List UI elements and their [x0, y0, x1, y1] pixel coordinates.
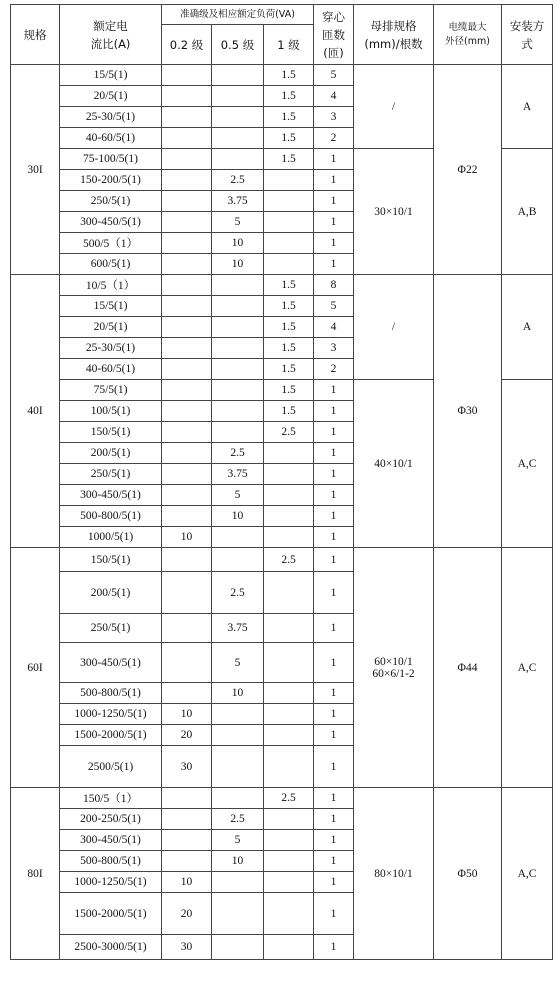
install-cell: A,C [502, 788, 553, 960]
turns-cell: 1 [314, 170, 354, 191]
turns-cell: 1 [314, 548, 354, 572]
busbar-line: 60×10/1 [374, 655, 413, 668]
turns-cell: 1 [314, 788, 354, 809]
class-1-cell: 1.5 [264, 128, 314, 149]
busbar-line: / [391, 321, 396, 333]
class-0-5-cell [212, 275, 264, 296]
class-0-5-cell [212, 317, 264, 338]
busbar-line: / [391, 100, 396, 113]
class-1-cell: 1.5 [264, 296, 314, 317]
class-0-2-cell: 20 [162, 725, 212, 746]
ratio-cell: 25-30/5(1) [60, 107, 162, 128]
class-0-5-cell: 2.5 [212, 170, 264, 191]
turns-cell: 1 [314, 149, 354, 170]
install-cell: A,C [502, 548, 553, 788]
turns-cell: 1 [314, 746, 354, 788]
table-row [11, 788, 553, 809]
turns-cell: 1 [314, 401, 354, 422]
ratio-cell: 40-60/5(1) [60, 359, 162, 380]
header-cable [434, 5, 502, 65]
busbar-line: 80×10/1 [374, 867, 413, 880]
turns-cell: 1 [314, 725, 354, 746]
class-1-cell: 1.5 [264, 275, 314, 296]
class-0-5-cell [212, 872, 264, 893]
ratio-cell: 15/5(1) [60, 296, 162, 317]
class-0-2-cell [162, 359, 212, 380]
class-1-cell: 2.5 [264, 548, 314, 572]
turns-cell: 1 [314, 191, 354, 212]
class-1-cell: 2.5 [264, 788, 314, 809]
turns-cell: 1 [314, 485, 354, 506]
class-0-2-cell [162, 275, 212, 296]
class-1-cell [264, 443, 314, 464]
class-0-5-cell [212, 338, 264, 359]
class-1-cell [264, 572, 314, 614]
class-0-5-cell [212, 422, 264, 443]
header-rated-line1: 额定电 [93, 18, 128, 33]
header-turns-line3: (匝) [323, 45, 344, 60]
install-cell: A,C [502, 380, 553, 548]
class-0-5-cell: 5 [212, 830, 264, 851]
turns-cell: 1 [314, 464, 354, 485]
class-0-2-cell [162, 643, 212, 683]
ratio-cell: 150/5(1) [60, 422, 162, 443]
turns-cell: 5 [314, 296, 354, 317]
class-0-5-cell [212, 380, 264, 401]
class-0-2-cell [162, 506, 212, 527]
class-1-cell: 1.5 [264, 317, 314, 338]
class-0-5-cell [212, 107, 264, 128]
class-0-2-cell [162, 683, 212, 704]
ratio-cell: 300-450/5(1) [60, 643, 162, 683]
class-0-2-cell [162, 548, 212, 572]
class-0-2-cell [162, 233, 212, 254]
class-1-cell [264, 851, 314, 872]
class-0-2-cell [162, 170, 212, 191]
install-cell: A [502, 65, 553, 149]
class-0-5-cell [212, 548, 264, 572]
busbar-line: 30×10/1 [374, 205, 413, 218]
class-1-cell [264, 935, 314, 960]
turns-cell: 1 [314, 935, 354, 960]
turns-cell: 8 [314, 275, 354, 296]
header-install-line2: 式 [521, 36, 533, 51]
class-1-cell [264, 254, 314, 275]
cable-cell: Φ22 [434, 65, 502, 275]
class-0-2-cell [162, 464, 212, 485]
class-0-2-cell [162, 191, 212, 212]
class-0-2-cell [162, 851, 212, 872]
turns-cell: 1 [314, 809, 354, 830]
ratio-cell: 2500-3000/5(1) [60, 935, 162, 960]
class-0-5-cell [212, 401, 264, 422]
class-1-cell: 2.5 [264, 422, 314, 443]
class-0-5-cell [212, 746, 264, 788]
class-1-cell: 1.5 [264, 338, 314, 359]
header-spec: 规格 [11, 5, 60, 65]
class-1-cell [264, 643, 314, 683]
class-1-cell [264, 464, 314, 485]
class-1-cell [264, 233, 314, 254]
class-0-2-cell [162, 788, 212, 809]
class-0-2-cell [162, 65, 212, 86]
install-cell: A,B [502, 149, 553, 275]
turns-cell: 1 [314, 643, 354, 683]
class-0-5-cell [212, 893, 264, 935]
cable-cell: Φ44 [434, 548, 502, 788]
class-0-5-cell [212, 65, 264, 86]
class-0-2-cell [162, 614, 212, 643]
class-0-2-cell: 10 [162, 704, 212, 725]
busbar-cell [354, 380, 434, 548]
table-body [11, 65, 553, 960]
class-0-2-cell [162, 86, 212, 107]
header-busbar [354, 5, 434, 65]
class-0-2-cell [162, 830, 212, 851]
ratio-cell: 75-100/5(1) [60, 149, 162, 170]
class-0-5-cell: 5 [212, 643, 264, 683]
header-class-0-2: 0.2 级 [162, 25, 212, 65]
header-rated-ratio [60, 5, 162, 65]
turns-cell: 5 [314, 65, 354, 86]
class-0-5-cell [212, 788, 264, 809]
turns-cell: 1 [314, 443, 354, 464]
class-0-2-cell [162, 149, 212, 170]
turns-cell: 1 [314, 851, 354, 872]
class-0-5-cell [212, 149, 264, 170]
class-0-2-cell: 10 [162, 527, 212, 548]
class-1-cell [264, 746, 314, 788]
class-0-2-cell [162, 401, 212, 422]
install-cell: A [502, 275, 553, 380]
ratio-cell: 75/5(1) [60, 380, 162, 401]
class-1-cell [264, 212, 314, 233]
class-0-2-cell [162, 107, 212, 128]
spec-cell: 40I [11, 275, 60, 548]
header-turns-line1: 穿心 [322, 9, 345, 24]
ratio-cell: 200-250/5(1) [60, 809, 162, 830]
ratio-cell: 500-800/5(1) [60, 683, 162, 704]
turns-cell: 1 [314, 506, 354, 527]
class-0-2-cell [162, 485, 212, 506]
class-0-5-cell [212, 527, 264, 548]
turns-cell: 1 [314, 233, 354, 254]
ratio-cell: 20/5(1) [60, 86, 162, 107]
header-accuracy-group: 准确级及相应额定负荷(VA) [162, 5, 314, 25]
busbar-line: 40×10/1 [374, 457, 413, 470]
busbar-cell [354, 149, 434, 275]
class-0-2-cell [162, 809, 212, 830]
class-1-cell [264, 485, 314, 506]
class-0-2-cell: 20 [162, 893, 212, 935]
turns-cell: 1 [314, 212, 354, 233]
class-0-2-cell [162, 443, 212, 464]
turns-cell: 1 [314, 380, 354, 401]
header-class-0-5: 0.5 级 [212, 25, 264, 65]
spec-cell: 80I [11, 788, 60, 960]
class-0-5-cell [212, 128, 264, 149]
class-1-cell [264, 872, 314, 893]
class-0-5-cell: 5 [212, 212, 264, 233]
ratio-cell: 200/5(1) [60, 443, 162, 464]
header-install-line1: 安装方 [509, 18, 545, 33]
turns-cell: 4 [314, 317, 354, 338]
class-0-5-cell: 10 [212, 683, 264, 704]
class-0-5-cell: 3.75 [212, 191, 264, 212]
class-1-cell [264, 809, 314, 830]
spec-table [10, 4, 553, 960]
ratio-cell: 250/5(1) [60, 191, 162, 212]
class-0-5-cell: 3.75 [212, 614, 264, 643]
class-0-5-cell: 2.5 [212, 572, 264, 614]
class-1-cell [264, 170, 314, 191]
header-busbar-line2: (mm)/根数 [364, 36, 423, 51]
ratio-cell: 150/5(1) [60, 548, 162, 572]
class-0-2-cell [162, 317, 212, 338]
turns-cell: 2 [314, 128, 354, 149]
class-1-cell: 1.5 [264, 149, 314, 170]
class-1-cell [264, 191, 314, 212]
ratio-cell: 300-450/5(1) [60, 485, 162, 506]
ratio-cell: 15/5(1) [60, 65, 162, 86]
class-0-2-cell [162, 380, 212, 401]
turns-cell: 3 [314, 107, 354, 128]
busbar-line: 60×6/1-2 [372, 667, 415, 680]
header-turns-line2: 匝数 [322, 27, 345, 42]
ratio-cell: 1000-1250/5(1) [60, 704, 162, 725]
class-1-cell [264, 704, 314, 725]
ratio-cell: 1500-2000/5(1) [60, 893, 162, 935]
class-1-cell [264, 725, 314, 746]
turns-cell: 1 [314, 422, 354, 443]
class-0-5-cell [212, 296, 264, 317]
turns-cell: 2 [314, 359, 354, 380]
turns-cell: 1 [314, 893, 354, 935]
class-1-cell [264, 527, 314, 548]
class-1-cell: 1.5 [264, 65, 314, 86]
ratio-cell: 40-60/5(1) [60, 128, 162, 149]
header-install [502, 5, 553, 65]
header-busbar-line1: 母排规格 [370, 18, 417, 33]
ratio-cell: 500-800/5(1) [60, 851, 162, 872]
table-row [11, 548, 553, 572]
class-0-5-cell: 10 [212, 506, 264, 527]
class-1-cell: 1.5 [264, 86, 314, 107]
table-row [11, 65, 553, 86]
turns-cell: 4 [314, 86, 354, 107]
ratio-cell: 150/5（1） [60, 788, 162, 809]
class-1-cell: 1.5 [264, 380, 314, 401]
busbar-cell [354, 65, 434, 149]
ratio-cell: 25-30/5(1) [60, 338, 162, 359]
ratio-cell: 600/5(1) [60, 254, 162, 275]
turns-cell: 1 [314, 572, 354, 614]
ratio-cell: 300-450/5(1) [60, 212, 162, 233]
class-0-5-cell: 10 [212, 233, 264, 254]
ratio-cell: 10/5（1） [60, 275, 162, 296]
class-1-cell [264, 683, 314, 704]
class-1-cell [264, 614, 314, 643]
table-row [11, 275, 553, 296]
class-1-cell [264, 506, 314, 527]
ratio-cell: 500/5（1） [60, 233, 162, 254]
spec-cell: 30I [11, 65, 60, 275]
turns-cell: 1 [314, 683, 354, 704]
class-0-2-cell [162, 212, 212, 233]
class-0-2-cell [162, 128, 212, 149]
class-0-2-cell [162, 254, 212, 275]
turns-cell: 1 [314, 254, 354, 275]
ratio-cell: 100/5(1) [60, 401, 162, 422]
class-0-5-cell [212, 704, 264, 725]
ratio-cell: 2500/5(1) [60, 746, 162, 788]
busbar-cell [354, 788, 434, 960]
class-0-5-cell [212, 86, 264, 107]
turns-cell: 1 [314, 704, 354, 725]
class-0-2-cell [162, 422, 212, 443]
class-0-2-cell: 10 [162, 872, 212, 893]
class-0-5-cell [212, 725, 264, 746]
header-rated-line2: 流比(A) [90, 36, 131, 51]
ratio-cell: 500-800/5(1) [60, 506, 162, 527]
busbar-cell [354, 548, 434, 788]
ratio-cell: 1000/5(1) [60, 527, 162, 548]
ratio-cell: 250/5(1) [60, 464, 162, 485]
spec-cell: 60I [11, 548, 60, 788]
class-0-5-cell [212, 935, 264, 960]
class-1-cell [264, 830, 314, 851]
class-1-cell: 1.5 [264, 107, 314, 128]
class-1-cell: 1.5 [264, 401, 314, 422]
ratio-cell: 150-200/5(1) [60, 170, 162, 191]
ratio-cell: 250/5(1) [60, 614, 162, 643]
turns-cell: 1 [314, 527, 354, 548]
turns-cell: 1 [314, 614, 354, 643]
turns-cell: 1 [314, 872, 354, 893]
class-0-2-cell: 30 [162, 746, 212, 788]
ratio-cell: 1000-1250/5(1) [60, 872, 162, 893]
header-class-1: 1 级 [264, 25, 314, 65]
class-0-2-cell [162, 572, 212, 614]
class-0-5-cell: 10 [212, 254, 264, 275]
header-cable-line1: 电缆最大 [448, 21, 487, 33]
ratio-cell: 300-450/5(1) [60, 830, 162, 851]
class-1-cell [264, 893, 314, 935]
class-1-cell: 1.5 [264, 359, 314, 380]
ratio-cell: 1500-2000/5(1) [60, 725, 162, 746]
header-row-1 [11, 5, 553, 25]
header-turns [314, 5, 354, 65]
ratio-cell: 20/5(1) [60, 317, 162, 338]
turns-cell: 1 [314, 830, 354, 851]
busbar-cell [354, 275, 434, 380]
class-0-2-cell: 30 [162, 935, 212, 960]
ratio-cell: 200/5(1) [60, 572, 162, 614]
class-0-5-cell: 10 [212, 851, 264, 872]
class-0-5-cell: 2.5 [212, 443, 264, 464]
class-0-5-cell: 5 [212, 485, 264, 506]
header-cable-line2: 外径(mm) [445, 35, 490, 47]
class-0-5-cell: 2.5 [212, 809, 264, 830]
class-0-5-cell [212, 359, 264, 380]
class-0-2-cell [162, 338, 212, 359]
cable-cell: Φ30 [434, 275, 502, 548]
class-0-5-cell: 3.75 [212, 464, 264, 485]
turns-cell: 3 [314, 338, 354, 359]
class-0-2-cell [162, 296, 212, 317]
cable-cell: Φ50 [434, 788, 502, 960]
